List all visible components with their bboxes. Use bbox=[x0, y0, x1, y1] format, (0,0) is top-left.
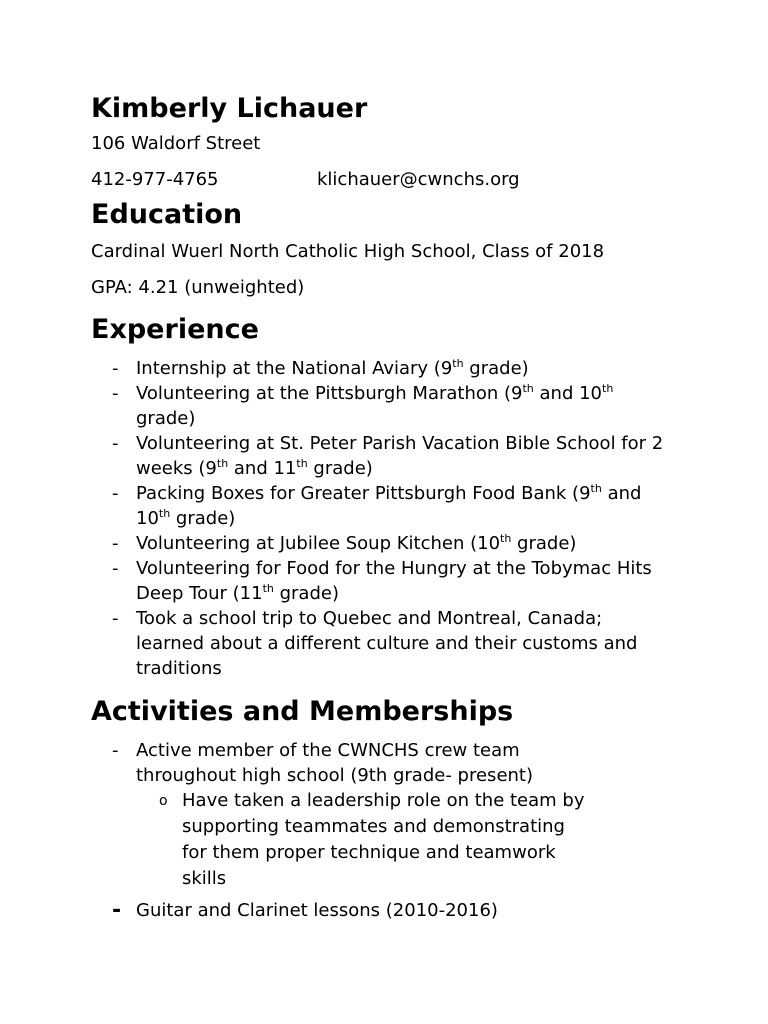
experience-text: grade) bbox=[273, 583, 339, 604]
dash-bullet: - bbox=[112, 433, 119, 454]
activities-heading: Activities and Memberships bbox=[91, 696, 514, 727]
gpa-line: GPA: 4.21 (unweighted) bbox=[91, 277, 305, 298]
experience-item bbox=[91, 381, 676, 431]
activity-subitem bbox=[136, 788, 586, 892]
ordinal-suffix: th bbox=[590, 482, 602, 495]
ordinal-suffix: th bbox=[216, 457, 229, 470]
dash-bullet: - bbox=[112, 533, 119, 554]
dash-bullet: - bbox=[112, 740, 119, 761]
activity-item bbox=[91, 898, 586, 923]
activity-item bbox=[91, 738, 586, 892]
experience-text: Volunteering at St. Peter Parish Vacation Bible School for 2 weeks (9 bbox=[136, 433, 664, 479]
activity-text: Active member of the CWNCHS crew team throughout high school (9th grade- present) bbox=[136, 740, 534, 786]
activity-sublist bbox=[136, 788, 586, 892]
experience-item bbox=[91, 531, 681, 556]
ordinal-suffix: th bbox=[296, 457, 308, 470]
experience-text: Volunteering for Food for the Hungry at the Tobymac Hits Deep Tour (11 bbox=[136, 558, 652, 604]
experience-text: grade) bbox=[463, 358, 529, 379]
resume-name: Kimberly Lichauer bbox=[91, 93, 368, 124]
experience-text: Took a school trip to Quebec and Montreal, Canada; learned about a different culture and their customs and traditions bbox=[136, 608, 638, 679]
experience-list bbox=[91, 356, 691, 681]
experience-item bbox=[91, 556, 681, 606]
experience-text: Volunteering at Jubilee Soup Kitchen (10 bbox=[136, 533, 501, 554]
phone-number: 412-977-4765 bbox=[91, 169, 219, 190]
experience-text: grade) bbox=[511, 533, 577, 554]
resume-page bbox=[91, 92, 691, 923]
circle-bullet: o bbox=[159, 793, 168, 809]
education-heading: Education bbox=[91, 199, 243, 230]
activities-list bbox=[91, 738, 691, 923]
experience-text: and 10 bbox=[533, 383, 602, 404]
experience-text: grade) bbox=[136, 408, 196, 429]
dash-bullet: - bbox=[112, 358, 119, 379]
activity-subtext: Have taken a leadership role on the team by supporting teammates and demonstrating for them proper technique and teamwork skills bbox=[182, 790, 585, 889]
dash-bullet: - bbox=[112, 383, 119, 404]
ordinal-suffix: th bbox=[500, 532, 512, 545]
dash-bullet: - bbox=[112, 608, 119, 629]
experience-heading: Experience bbox=[91, 314, 259, 345]
ordinal-suffix: th bbox=[452, 357, 464, 370]
school-line: Cardinal Wuerl North Catholic High School, Class of 2018 bbox=[91, 241, 605, 262]
address-line: 106 Waldorf Street bbox=[91, 133, 261, 154]
experience-item bbox=[91, 481, 666, 531]
experience-item bbox=[91, 431, 681, 481]
experience-text: grade) bbox=[170, 508, 236, 529]
experience-text: and 11 bbox=[228, 458, 297, 479]
ordinal-suffix: th bbox=[158, 507, 171, 520]
ordinal-suffix: th bbox=[262, 582, 274, 595]
email-address: klichauer@cwnchs.org bbox=[317, 169, 520, 190]
experience-item bbox=[91, 356, 586, 381]
experience-text: Packing Boxes for Greater Pittsburgh Food Bank (9 bbox=[136, 483, 591, 504]
dash-bullet: - bbox=[112, 558, 119, 579]
contact-line bbox=[91, 169, 691, 191]
dash-bullet: - bbox=[112, 483, 119, 504]
dash-bullet: - bbox=[112, 898, 122, 923]
ordinal-suffix: th bbox=[522, 382, 534, 395]
experience-text: and 10 bbox=[136, 483, 642, 529]
activity-text: Guitar and Clarinet lessons (2010-2016) bbox=[136, 900, 498, 921]
experience-text: Volunteering at the Pittsburgh Marathon (9 bbox=[136, 383, 523, 404]
experience-text: Internship at the National Aviary (9 bbox=[136, 358, 453, 379]
experience-item bbox=[91, 606, 666, 681]
experience-text: grade) bbox=[307, 458, 373, 479]
ordinal-suffix: th bbox=[602, 382, 614, 395]
